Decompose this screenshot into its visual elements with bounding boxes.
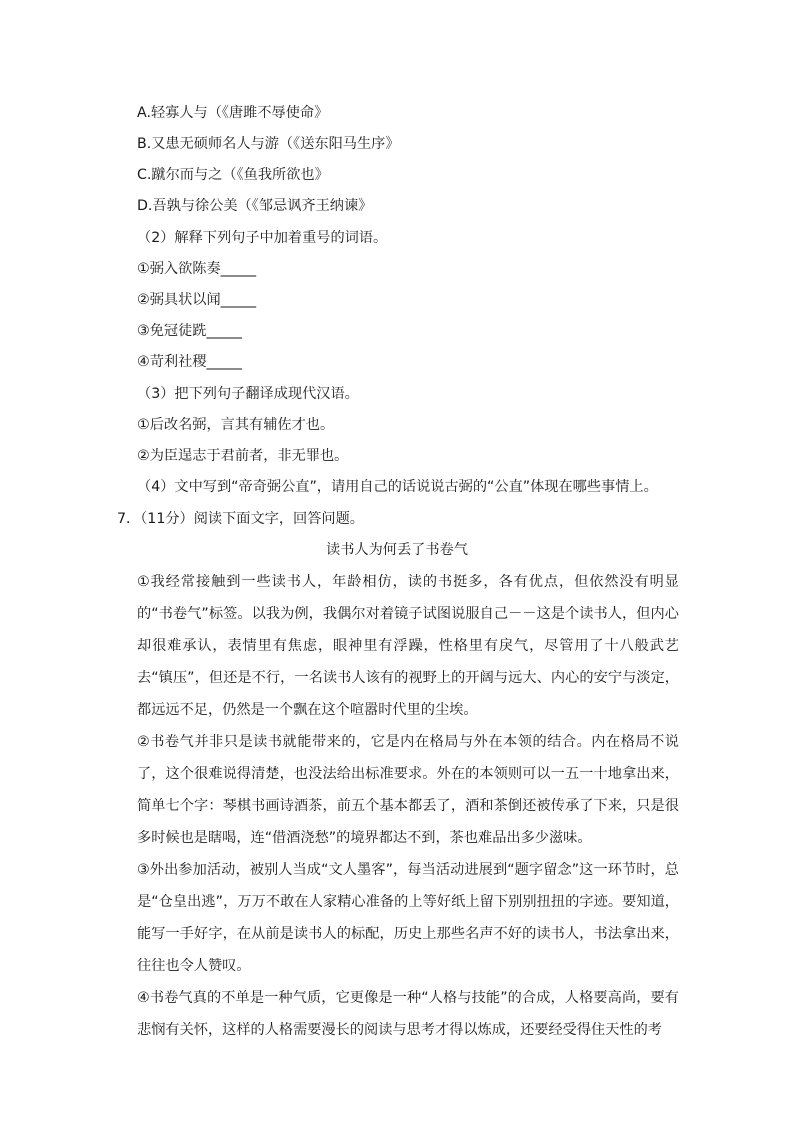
question7-heading: 7．（11分）阅读下面文字，回答问题。 [117, 511, 364, 527]
part2-item-2: ②弼具状以闻_____ [137, 292, 257, 308]
article-paragraph-4: ④书卷气真的不单是一种气质，它更像是一种“人格与技能”的合成，人格要高尚，要有悲悯有关怀，这样的人格需要漫长的阅读与思考才得以炼成，还要经受得住天性的考 [137, 990, 679, 1038]
part3-item-1: ①后改名弼，言其有辅佐才也。 [137, 417, 335, 433]
part2-heading: （2）解释下列句子中加着重号的词语。 [137, 230, 388, 246]
part2-item-1: ①弼入欲陈奏_____ [137, 261, 257, 277]
option-d: D.吾孰与徐公美（《邹忌讽齐王纳谏》 [137, 198, 373, 214]
article-paragraph-3: ③外出参加活动，被别人当成“文人墨客”，每当活动进展到“题字留念”这一环节时，总是“仓皇出逃”，万万不敢在人家精心准备的上等好纸上留下别别扭扭的字迹。要知道，能写一手好字，在从前是读书人的标配，历史上那些名声不好的读书人，书法拿出来，往往也令人赞叹。 [137, 862, 679, 974]
option-c: C.蹴尔而与之（《鱼我所欲也》 [137, 167, 329, 183]
option-a: A.轻寡人与（《唐雎不辱使命》 [137, 105, 329, 121]
part4-text: （4）文中写到“帝奇弼公直”，请用自己的话说说古弼的“公直”体现在哪些事情上。 [137, 479, 658, 495]
part2-item-4: ④苛利社稷_____ [137, 354, 242, 370]
article-paragraph-2: ②书卷气并非只是读书就能带来的，它是内在格局与外在本领的结合。内在格局不说了，这个很难说得清楚，也没法给出标准要求。外在的本领则可以一五一十地拿出来，简单七个字：琴棋书画诗酒茶，前五个基本都丢了，酒和茶倒还被传承了下来，只是很多时候也是瞎喝，连“借酒浇愁”的境界都达不到，茶也难品出多少滋味。 [137, 734, 679, 846]
article-body [137, 566, 679, 1046]
part3-item-2: ②为臣逞志于君前者，非无罪也。 [137, 448, 349, 464]
article-title: 读书人为何丢了书卷气 [326, 542, 468, 558]
article-paragraph-1: ①我经常接触到一些读书人，年龄相仿，读的书挺多，各有优点，但依然没有明显的“书卷气”标签。以我为例，我偶尔对着镜子试图说服自己－－这是个读书人，但内心却很难承认，表情里有焦虑，眼神里有浮躁，性格里有戾气，尽管用了十八般武艺去“镇压”，但还是不行，一名读书人该有的视野上的开阔与远大、内心的安宁与淡定，都远远不足，仍然是一个飘在这个喧嚣时代里的尘埃。 [137, 574, 679, 718]
part3-heading: （3）把下列句子翻译成现代汉语。 [137, 386, 359, 402]
part2-item-3: ③免冠徒跣_____ [137, 323, 242, 339]
option-b: B.又患无硕师名人与游（《送东阳马生序》 [137, 136, 400, 152]
